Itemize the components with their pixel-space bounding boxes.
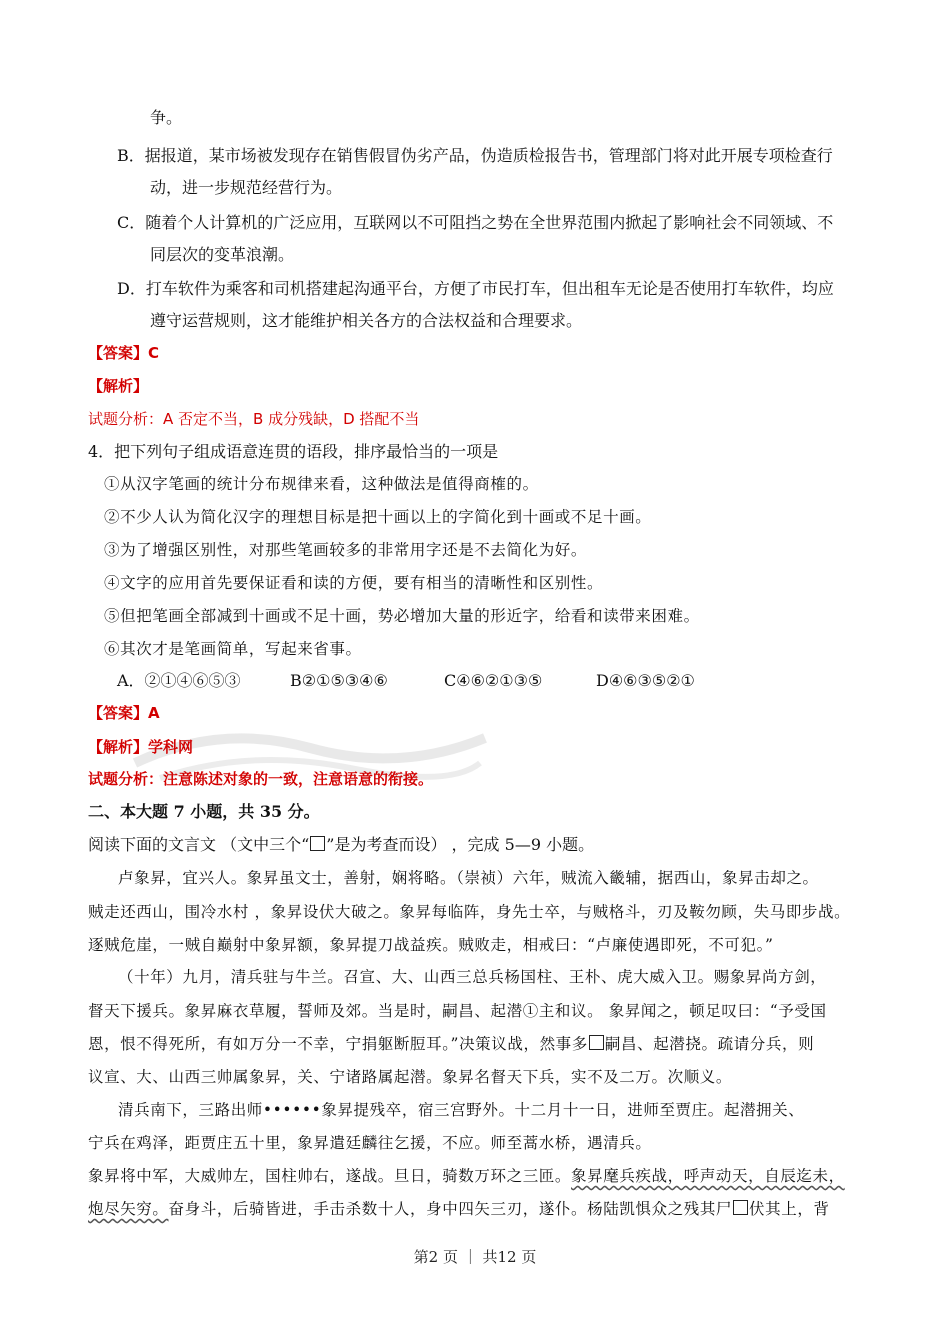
option-b-line2: 动，进一步规范经营行为。 [150, 178, 343, 197]
section-intro [88, 835, 594, 855]
q4-option-d: D④⑥③⑤②① [596, 671, 695, 690]
page-footer: 第2 页 ｜ 共12 页 [413, 1248, 537, 1266]
option-d-line2: 遵守运营规则，这才能维护相关各方的合法权益和合理要求。 [150, 311, 583, 330]
passage-p1-line3: 逐贼危崖，一贼自巅射中象昇额，象昇提刀战益疾。贼败走，相戒曰：“卢廉使遇即死，不可犯。” [88, 936, 774, 954]
q3-answer: 【答案】C [88, 344, 160, 362]
p2-line3-a: 恩，恨不得死所，有如万分一不幸，宁捐躯断脰耳。”决策议战，然事多 [88, 1035, 588, 1053]
option-b-line1: B．据报道，某市场被发现存在销售假冒伪劣产品，伪造质检报告书，管理部门将对此开展专项检查行 [117, 146, 833, 165]
q4-analysis: 试题分析：注意陈述对象的一致，注意语意的衔接。 [88, 770, 434, 788]
q3-analysis: 试题分析：A 否定不当，B 成分残缺，D 搭配不当 [88, 410, 420, 428]
p4-line2-a: 奋身斗，后骑皆进，手击杀数十人，身中四矢三刃，遂仆。杨陆凯惧众之残其尸 [168, 1200, 733, 1218]
section-heading: 二、本大题 7 小题，共 35 分。 [88, 802, 320, 821]
blank-box [310, 836, 325, 851]
q4-analysis-label: 【解析】学科网 [88, 738, 194, 756]
intro-text-a: 阅读下面的文言文 （文中三个“ [88, 835, 310, 854]
q4-option-c: C④⑥②①③⑤ [444, 671, 543, 690]
blank-box [733, 1200, 748, 1215]
passage-p2-line2: 督天下援兵。象昇麻衣草履，誓师及郊。当是时，嗣昌、起潜①主和议。 象昇闻之，顿足叹曰：“予受国 [88, 1002, 827, 1020]
option-c-line2: 同层次的变革浪潮。 [150, 245, 295, 264]
q4-stem: 4．把下列句子组成语意连贯的语段，排序最恰当的一项是 [88, 442, 499, 461]
passage-p3-line1: 清兵南下，三路出师••••••象昇提残卒，宿三宫野外。十二月十一日，进师至贾庄。起潜拥关、 [118, 1101, 805, 1119]
q4-sentence-1: ①从汉字笔画的统计分布规律来看，这种做法是值得商榷的。 [104, 475, 539, 493]
passage-p1-line1: 卢象昇，宜兴人。象昇虽文士，善射，娴将略。（崇祯）六年，贼流入畿辅，据西山，象昇击却之。 [118, 869, 819, 887]
blank-box [589, 1035, 604, 1050]
passage-p1-line2: 贼走还西山，围冷水村 ，象昇设伏大破之。象昇每临阵，身先士卒，与贼格斗，刃及鞍勿顾，失马即步战。 [88, 903, 851, 921]
p4-line2-underlined: 炮尽矢穷。 [88, 1200, 169, 1218]
option-d-line1: D．打车软件为乘客和司机搭建起沟通平台，方便了市民打车，但出租车无论是否使用打车软件，均应 [117, 279, 834, 298]
passage-p2-line4: 议宣、大、山西三帅属象昇，关、宁诸路属起潜。象昇名督天下兵，实不及二万。次顺义。 [88, 1068, 733, 1086]
p4-line2-b: 伏其上，背 [749, 1200, 830, 1218]
option-a-continuation: 争。 [150, 108, 183, 127]
p4-line1-underlined: 象昇麾兵疾战，呼声动天，自辰迄未， [571, 1167, 845, 1185]
passage-p4-line1 [88, 1166, 845, 1186]
q4-answer: 【答案】A [88, 704, 160, 722]
passage-p2-line3 [88, 1034, 814, 1054]
passage-p4-line2 [88, 1199, 830, 1219]
intro-text-b: ”是为考查而设） ，完成 5—9 小题。 [326, 835, 595, 854]
option-c-line1: C．随着个人计算机的广泛应用，互联网以不可阻挡之势在全世界范围内掀起了影响社会不同领域、不 [117, 213, 834, 232]
q4-option-b: B②①⑤③④⑥ [290, 671, 388, 690]
p2-line3-b: 嗣昌、起潜挠。疏请分兵，则 [604, 1035, 815, 1053]
q4-sentence-3: ③为了增强区别性，对那些笔画较多的非常用字还是不去简化为好。 [104, 541, 588, 559]
q4-sentence-4: ④文字的应用首先要保证看和读的方便，要有相当的清晰性和区别性。 [104, 574, 604, 592]
passage-p2-line1: （十年）九月，清兵驻与牛兰。召宣、大、山西三总兵杨国柱、王朴、虎大威入卫。赐象昇尚方剑， [118, 968, 827, 986]
p4-line1-a: 象昇将中军，大威帅左，国柱帅右，遂战。旦日，骑数万环之三匝。 [88, 1167, 572, 1185]
q4-sentence-2: ②不少人认为简化汉字的理想目标是把十画以上的字简化到十画或不足十画。 [104, 508, 652, 526]
q4-option-a: A．②①④⑥⑤③ [117, 671, 241, 690]
passage-p3-line2: 宁兵在鸡泽，距贾庄五十里，象昇遣廷麟往乞援，不应。师至蒿水桥，遇清兵。 [88, 1134, 652, 1152]
q4-sentence-5: ⑤但把笔画全部减到十画或不足十画，势必增加大量的形近字，给看和读带来困难。 [104, 607, 700, 625]
q4-sentence-6: ⑥其次才是笔画简单，写起来省事。 [104, 640, 362, 658]
q3-analysis-label: 【解析】 [88, 377, 149, 395]
